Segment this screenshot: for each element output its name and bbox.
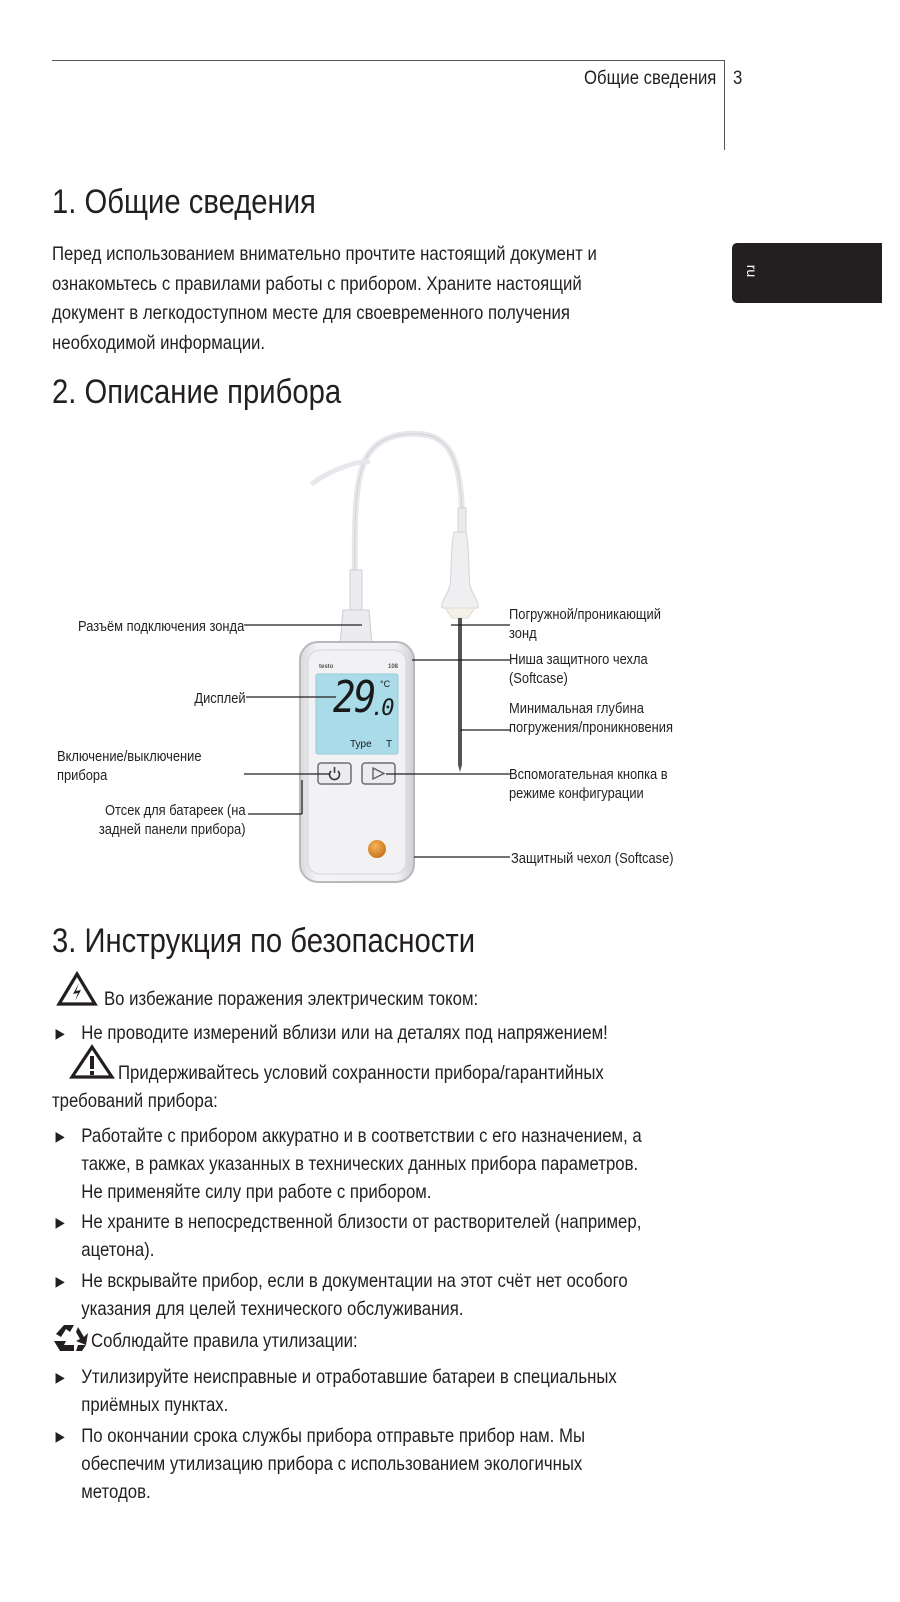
bullet-item: ▶ Не храните в непосредственной близости от растворителей (например, ацетона). xyxy=(52,1208,706,1264)
page-number: 3 xyxy=(733,68,743,89)
bullet-item: ▶ Не вскрывайте прибор, если в документации на этот счёт нет особого указания для целей технического обслуживания. xyxy=(52,1267,706,1323)
device-brand: testo xyxy=(319,664,334,670)
section-1-heading: 1. Общие сведения xyxy=(52,183,316,221)
callout-softcase: Защитный чехол (Softcase) xyxy=(511,850,674,867)
callout-display: Дисплей xyxy=(194,690,246,707)
callout-softcase-niche: Ниша защитного чехла (Softcase) xyxy=(509,651,648,687)
bullet-arrow-icon: ▶ xyxy=(55,1214,65,1230)
body-line: необходимой информации. xyxy=(52,331,266,354)
header-rule xyxy=(52,60,725,61)
electric-warning-text: Во избежание поражения электрическим током: xyxy=(104,988,479,1010)
probe-cable xyxy=(313,434,462,615)
bullet-arrow-icon: ▶ xyxy=(55,1273,65,1289)
bullet-item: ▶ Работайте с прибором аккуратно и в соответствии с его назначением, а также, в рамках указанных в технических данных прибора параметров. Не применяйте силу при работе с прибором. xyxy=(52,1122,706,1206)
callout-min-depth: Минимальная глубина погружения/проникновения xyxy=(509,700,674,736)
callout-probe-connector: Разъём подключения зонда xyxy=(77,618,244,635)
bullet-arrow-icon: ▶ xyxy=(55,1025,65,1041)
bullet-item: ▶ Не проводите измерений вблизи или на деталях под напряжением! xyxy=(52,1019,706,1047)
body-line: Перед использованием внимательно прочтите настоящий документ и xyxy=(52,243,597,265)
disposal-heading: Соблюдайте правила утилизации: xyxy=(91,1330,358,1352)
bullet-arrow-icon: ▶ xyxy=(55,1369,65,1385)
lcd-type-label: Type xyxy=(350,739,372,750)
lcd-reading: 29 xyxy=(333,672,375,723)
lcd-reading-decimal: .0 xyxy=(371,696,392,721)
bullet-arrow-icon: ▶ xyxy=(55,1428,65,1444)
header-divider xyxy=(724,60,725,150)
bullet-item: ▶ Утилизируйте неисправные и отработавшие батареи в специальных приёмных пунктах. xyxy=(52,1363,706,1419)
callout-aux-button: Вспомогательная кнопка в режиме конфигурации xyxy=(509,766,668,802)
testo-logo xyxy=(368,840,386,858)
recycle-icon xyxy=(52,1323,90,1353)
body-line: документ в легкодоступном месте для своевременного получения xyxy=(52,302,570,324)
running-header-title: Общие сведения xyxy=(583,68,716,89)
section-1-body xyxy=(52,240,671,358)
general-warning-line1: Придерживайтесь условий сохранности прибора/гарантийных xyxy=(118,1062,604,1084)
lcd-type-value: T xyxy=(386,739,393,750)
section-3-heading: 3. Инструкция по безопасности xyxy=(52,922,476,960)
probe-handle xyxy=(442,508,479,618)
device-figure xyxy=(0,420,900,900)
callout-power: Включение/выключение прибора xyxy=(57,748,202,784)
language-tab[interactable] xyxy=(732,243,882,303)
callout-probe: Погружной/проникающий зонд xyxy=(509,606,661,642)
bullet-arrow-icon: ▶ xyxy=(55,1128,65,1144)
general-warning-line2: требований прибора: xyxy=(52,1090,218,1112)
probe-tip xyxy=(458,765,462,772)
callout-battery: Отсек для батареек (на задней панели прибора) xyxy=(98,802,245,838)
bullet-item: ▶ По окончании срока службы прибора отправьте прибор нам. Мы обеспечим утилизацию прибора с использованием экологичных методов. xyxy=(52,1422,706,1506)
lcd-unit: °C xyxy=(380,679,391,689)
language-tab-label: ru xyxy=(744,264,761,278)
warning-icon xyxy=(69,1044,115,1080)
section-2-heading: 2. Описание прибора xyxy=(52,373,342,411)
probe-connector xyxy=(340,570,372,645)
device-model: 108 xyxy=(388,664,399,670)
body-line: ознакомьтесь с правилами работы с прибором. Храните настоящий xyxy=(52,272,582,295)
electric-hazard-icon xyxy=(56,971,98,1007)
